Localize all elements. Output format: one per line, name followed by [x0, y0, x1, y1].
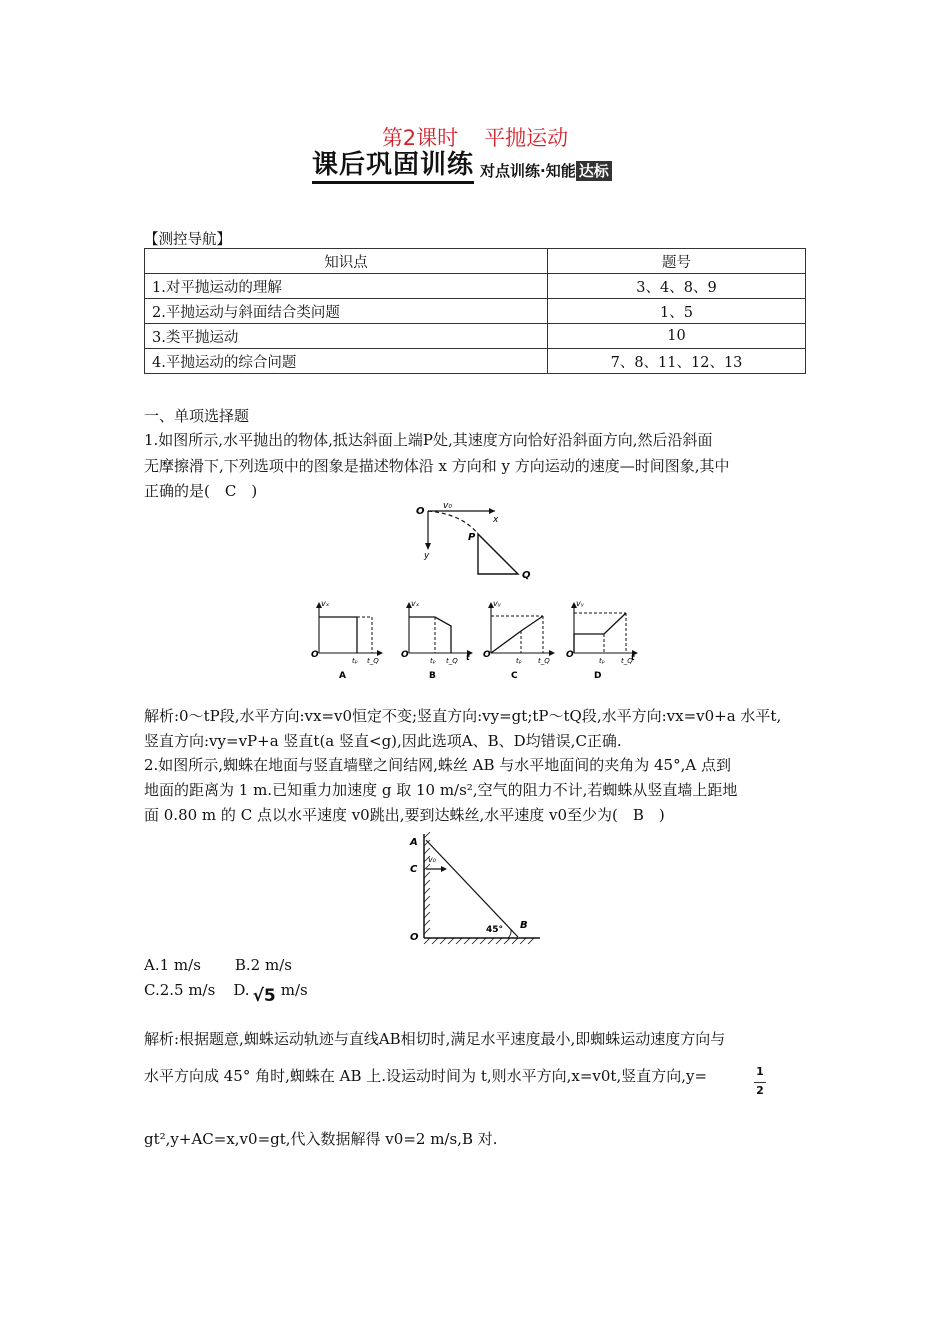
- graph-label-c: C: [511, 671, 518, 681]
- q1-analysis-line: 竖直方向:vy=vP+a 竖直t(a 竖直<g),因此选项A、B、D均错误,C正确.: [144, 732, 622, 750]
- fig-label-a: A: [410, 837, 418, 848]
- q1-analysis-line: 解析:0～tP段,水平方向:vx=v0恒定不变;竖直方向:vy=gt;tP～tQ段,水平方向:vx=v0+a 水平t,: [144, 707, 782, 725]
- table-cell-topic: 1.对平抛运动的理解: [145, 274, 548, 299]
- fraction-one-half: [754, 1066, 766, 1097]
- svg-text:t_Q: t_Q: [538, 657, 550, 665]
- banner-main: 课后巩固训练: [312, 149, 474, 184]
- q1-text-line: 无摩擦滑下,下列选项中的图象是描述物体沿 x 方向和 y 方向运动的速度—时间图象,其中: [144, 457, 730, 475]
- arrow-icon: [377, 650, 383, 656]
- svg-text:O: O: [566, 650, 574, 660]
- ground-hatching: [424, 938, 534, 944]
- table-header-row: [145, 249, 806, 274]
- nav-heading: 【测控导航】: [144, 232, 231, 248]
- fraction-denominator: 2: [756, 1084, 764, 1097]
- fig-label-o: O: [410, 932, 419, 943]
- q2-analysis-line: 水平方向成 45° 角时,蜘蛛在 AB 上.设运动时间为 t,则水平方向,x=v0t,竖直方向,y=: [144, 1067, 708, 1085]
- fig-label-v0: v₀: [443, 501, 452, 511]
- fig-label-b: B: [520, 920, 528, 931]
- svg-text:vᵧ: vᵧ: [493, 599, 501, 608]
- q1-text-line: 正确的是( C ): [144, 482, 258, 500]
- silk-line-ab: [426, 840, 518, 937]
- q2-options-row-2: [144, 978, 308, 1006]
- q2-analysis-line: gt²,y+AC=x,v0=gt,代入数据解得 v0=2 m/s,B 对.: [144, 1130, 498, 1148]
- graph-d: [566, 599, 638, 681]
- option-d-prefix: D.: [233, 981, 250, 999]
- fraction-bar: [754, 1082, 766, 1083]
- graph-a: [311, 599, 383, 681]
- svg-text:tₚ: tₚ: [516, 657, 522, 665]
- table-row: [145, 324, 806, 349]
- fig-label-p: P: [468, 532, 476, 543]
- svg-text:O: O: [401, 650, 409, 660]
- q1-text-line: 1.如图所示,水平抛出的物体,抵达斜面上端P处,其速度方向恰好沿斜面方向,然后沿斜面: [144, 431, 713, 449]
- graph-b: [401, 599, 473, 681]
- fig-label-y: y: [424, 551, 430, 561]
- fig-label-o: O: [416, 506, 425, 517]
- fig-label-x: x: [493, 515, 499, 525]
- banner-sub: 对点训练·知能 达标: [480, 160, 612, 182]
- graph-label-a: A: [339, 671, 346, 681]
- table-header-questions: 题号: [548, 249, 806, 274]
- q2-analysis-line: 解析:根据题意,蜘蛛运动轨迹与直线AB相切时,满足水平速度最小,即蜘蛛运动速度方向与: [144, 1030, 726, 1048]
- wall-hatching: [424, 832, 430, 934]
- section-banner: [312, 150, 612, 184]
- svg-text:O: O: [483, 650, 491, 660]
- angle-arc: [508, 930, 511, 938]
- lesson-title: [0, 122, 950, 152]
- q2-spider-figure: [400, 826, 545, 946]
- option-d-unit: m/s: [280, 981, 308, 999]
- table-cell-questions: 3、4、8、9: [548, 274, 806, 299]
- graph-label-d: D: [594, 671, 602, 681]
- section-title: 一、单项选择题: [144, 407, 250, 425]
- fig-label-angle: 45°: [486, 925, 504, 935]
- svg-text:t_Q: t_Q: [621, 657, 633, 665]
- q2-text-line: 2.如图所示,蜘蛛在地面与竖直墙壁之间结网,蛛丝 AB 与水平地面间的夹角为 45°,A 点到: [144, 756, 731, 774]
- incline-triangle: [478, 534, 518, 574]
- fig-label-q: Q: [522, 570, 531, 581]
- svg-text:vᵧ: vᵧ: [576, 599, 584, 608]
- fig-label-v0: v₀: [428, 855, 436, 864]
- option-a: A.1 m/s: [144, 956, 201, 974]
- svg-text:tₚ: tₚ: [352, 657, 358, 665]
- q1-option-graphs: [305, 596, 645, 684]
- svg-text:t_Q: t_Q: [446, 657, 458, 665]
- table-cell-topic: 2.平抛运动与斜面结合类问题: [145, 299, 548, 324]
- graph-label-b: B: [429, 671, 436, 681]
- fig-label-c: C: [410, 864, 418, 875]
- y-arrow-icon: [425, 543, 431, 550]
- table-cell-questions: 10: [548, 324, 806, 349]
- fraction-numerator: 1: [756, 1065, 764, 1078]
- knowledge-table: [144, 248, 806, 374]
- svg-text:t: t: [466, 653, 470, 662]
- option-c: C.2.5 m/s: [144, 981, 216, 999]
- arrow-icon: [549, 650, 555, 656]
- svg-text:O: O: [311, 650, 319, 660]
- table-row: [145, 274, 806, 299]
- table-cell-questions: 1、5: [548, 299, 806, 324]
- option-b: B.2 m/s: [234, 956, 292, 974]
- table-header-topic: 知识点: [145, 249, 548, 274]
- svg-text:t: t: [631, 653, 635, 662]
- lesson-number: 第2课时: [381, 126, 459, 150]
- x-arrow-icon: [489, 508, 495, 514]
- svg-text:vₓ: vₓ: [321, 599, 330, 608]
- option-d-root: √5: [252, 986, 276, 1006]
- table-cell-topic: 4.平抛运动的综合问题: [145, 349, 548, 374]
- arrow-icon: [441, 866, 447, 872]
- table-cell-questions: 7、8、11、12、13: [548, 349, 806, 374]
- table-row: [145, 299, 806, 324]
- lesson-topic: 平抛运动: [484, 126, 569, 150]
- q1-incline-figure: [400, 500, 550, 582]
- graph-c: [483, 599, 555, 681]
- table-cell-topic: 3.类平抛运动: [145, 324, 548, 349]
- svg-text:tₚ: tₚ: [599, 657, 605, 665]
- svg-text:tₚ: tₚ: [430, 657, 436, 665]
- table-row: [145, 349, 806, 374]
- trajectory-curve: [428, 511, 478, 534]
- svg-text:t_Q: t_Q: [367, 657, 379, 665]
- q2-text-line: 面 0.80 m 的 C 点以水平速度 v0跳出,要到达蛛丝,水平速度 v0至少为( B ): [144, 806, 665, 824]
- q2-options-row-1: [144, 953, 292, 977]
- q2-text-line: 地面的距离为 1 m.已知重力加速度 g 取 10 m/s²,空气的阻力不计,若蜘蛛从竖直墙上距地: [144, 781, 738, 799]
- svg-text:vₓ: vₓ: [411, 599, 420, 608]
